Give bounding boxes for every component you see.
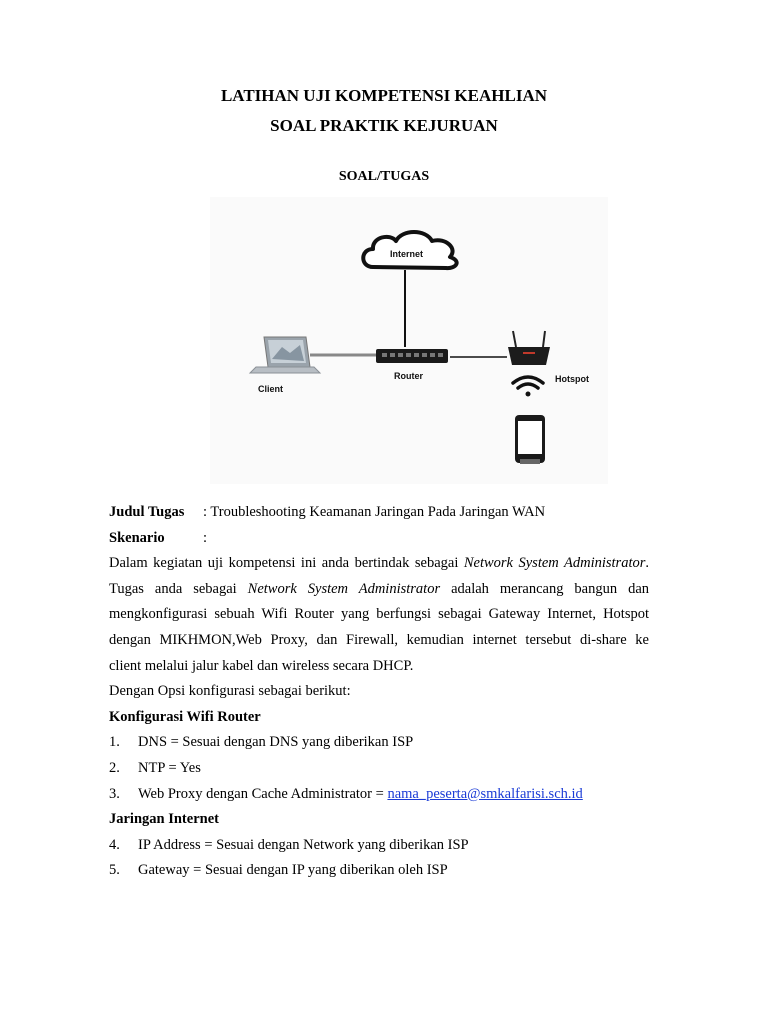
list-item [109,730,649,756]
scenario-colon: : [203,529,208,546]
hotspot-label: Hotspot [555,374,589,384]
list-item [109,756,649,782]
scenario-label: Skenario [109,529,165,546]
paragraph-text: adalah merancang bangun dan [440,580,650,597]
paragraph-text: . [645,555,649,572]
internet-label: Internet [390,249,424,259]
client-label: Client [258,384,284,394]
list-item [109,833,649,859]
paragraph-line [109,551,649,577]
paragraph-line: Dengan Opsi konfigurasi sebagai berikut: [109,683,351,700]
email-link[interactable]: nama_peserta@smkalfarisi.sch.id [387,785,583,802]
task-title-row [109,500,649,526]
task-body [109,500,649,884]
wifi-icon [513,377,543,397]
document-subtitle: SOAL PRAKTIK KEJURUAN [270,116,498,135]
router-icon [376,349,448,363]
paragraph-line: client melalui jalur kabel dan wireless secara DHCP. [109,657,414,674]
list-number: 5. [109,862,120,879]
network-diagram [210,197,608,484]
list-text: DNS = Sesuai dengan DNS yang diberikan ISP [138,734,414,751]
paragraph-emphasis: Network System Administrator [463,555,646,572]
task-title-label: Judul Tugas [109,504,185,520]
paragraph-line: dengan MIKHMON,Web Proxy, dan Firewall, kemudian internet tersebut di-share ke [109,631,649,648]
list-text: Gateway = Sesuai dengan IP yang diberikan oleh ISP [138,862,448,879]
list-item [109,782,649,808]
smartphone-icon [515,415,545,464]
list-number: 2. [109,759,120,776]
list-number: 4. [109,836,120,853]
paragraph-line [109,577,649,603]
paragraph-text: Dalam kegiatan uji kompetensi ini anda bertindak sebagai [109,555,464,572]
scenario-row [109,526,649,552]
section-heading-internet: Jaringan Internet [109,811,219,828]
list-item [109,858,649,884]
list-text: NTP = Yes [138,759,201,776]
paragraph-text: Tugas anda sebagai [109,580,248,597]
section-heading-wifi-router: Konfigurasi Wifi Router [109,708,261,725]
laptop-icon [250,337,320,373]
paragraph-emphasis: Network System Administrator [247,580,441,597]
section-title: SOAL/TUGAS [338,169,430,184]
document-title: LATIHAN UJI KOMPETENSI KEAHLIAN [220,86,548,105]
paragraph-line: mengkonfigurasi sebuah Wifi Router yang berfungsi sebagai Gateway Internet, Hotspot [109,606,649,623]
task-title-value: : Troubleshooting Keamanan Jaringan Pada Jaringan WAN [203,504,546,520]
list-text: IP Address = Sesuai dengan Network yang diberikan ISP [138,836,469,853]
router-label: Router [394,371,423,381]
list-text: Web Proxy dengan Cache Administrator = [138,785,388,802]
list-number: 1. [109,734,120,751]
hotspot-router-icon [508,331,550,365]
list-number: 3. [109,785,120,802]
